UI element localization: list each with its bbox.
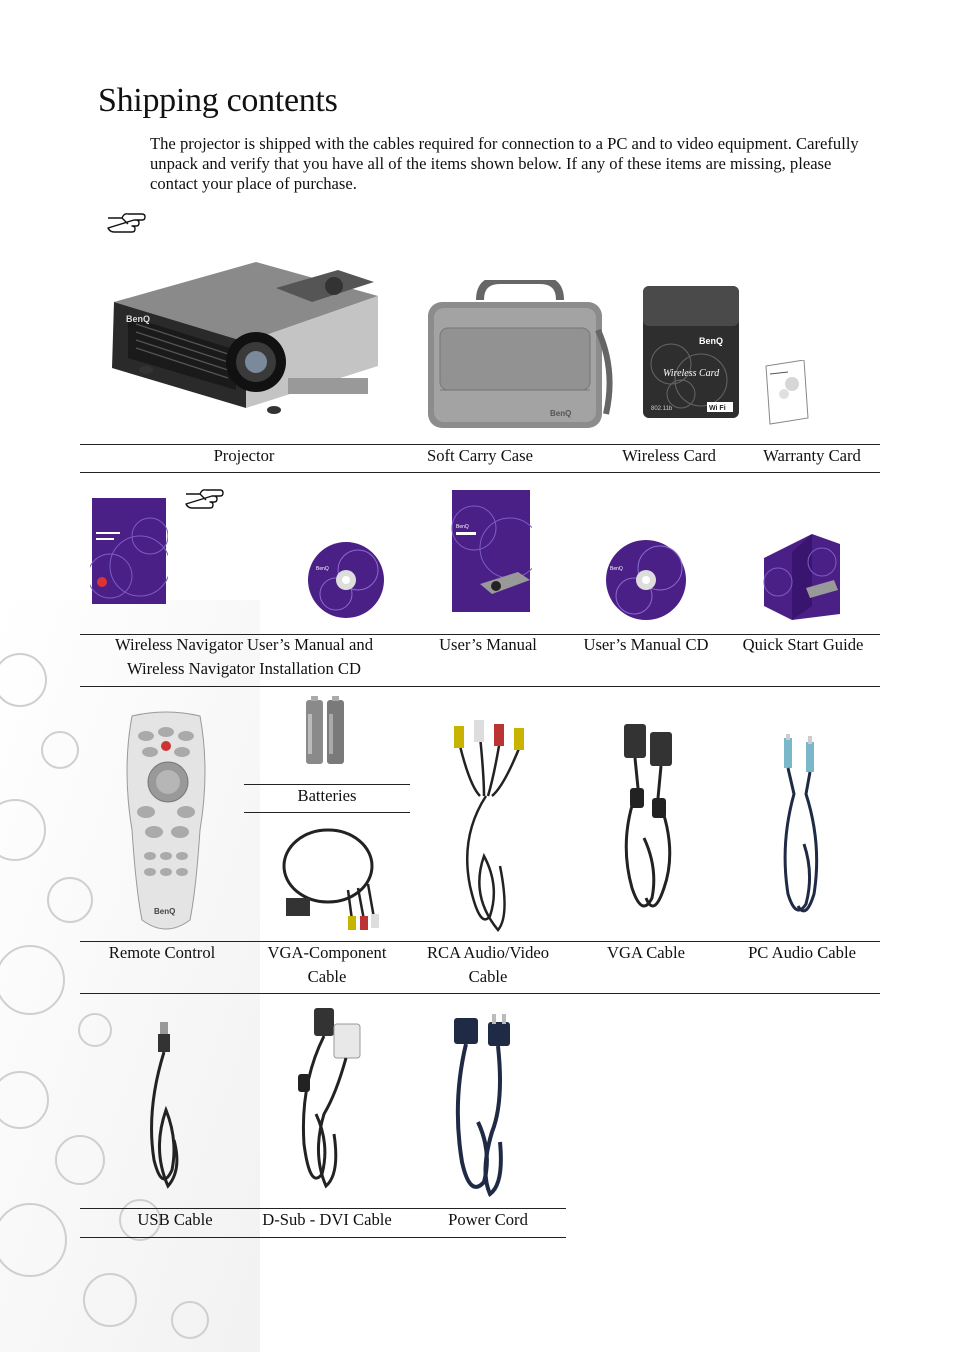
label-batteries: Batteries [297,786,357,805]
page-title: Shipping contents [98,82,338,119]
case-brand-text: BenQ [550,409,572,418]
dsub-dvi-cable-image [286,1004,366,1192]
label-rca-line2: Cable [468,967,508,986]
label-vga-component-cable [246,941,408,989]
row1-bottom-rule [80,472,880,473]
rca-audio-video-cable-image [440,716,534,938]
card-standard-text: 802.11b [651,406,673,412]
pointing-hand-icon [106,210,146,234]
pc-audio-cable-image [776,734,826,920]
batteries-bottom-rule [244,812,410,813]
navigator-cd-image [306,540,386,620]
navigator-manual-image [90,496,168,606]
label-wireless-card: Wireless Card [622,446,716,465]
card-brand-text: BenQ [699,336,724,346]
label-rca-cable [408,941,568,989]
power-cord-image [448,1012,522,1198]
projector-brand-text: BenQ [126,314,151,324]
card-title-text: Wireless Card [663,368,720,379]
intro-paragraph: The projector is shipped with the cables required for connection to a PC and to video equipment. Carefully unpack and verify that you have all of the items shown below. If any of these items are missing, please contact your place of purchase. [150,134,859,193]
row2-bottom-rule [80,686,880,687]
card-wifi-text: Wi Fi [709,405,726,412]
label-projector: Projector [213,446,275,465]
quick-start-guide-image [762,532,842,622]
vga-cable-image [618,718,678,916]
projector-image [106,258,382,424]
manual-cd-brand: BenQ [610,566,623,572]
label-vga-cable: VGA Cable [607,943,685,962]
navigator-cd-brand: BenQ [316,566,329,572]
label-warranty-card: Warranty Card [763,446,861,465]
label-navigator-manual [80,633,408,681]
row3-bottom-rule [80,993,880,994]
label-users-manual: User’s Manual [439,635,537,654]
usb-cable-image [142,1020,188,1192]
label-remote-control: Remote Control [108,943,216,962]
vga-component-cable-image [278,820,388,932]
label-quick-start-guide: Quick Start Guide [742,635,864,654]
remote-brand-text: BenQ [154,907,176,916]
label-vga-component-line2: Cable [307,967,347,986]
label-navigator-line1: Wireless Navigator User’s Manual and [115,635,373,654]
manual-brand-text: BenQ [456,524,469,530]
carry-case-image [420,280,620,432]
label-power-cord: Power Cord [448,1210,528,1229]
label-navigator-line2: Wireless Navigator Installation CD [127,659,361,678]
row4-bottom-rule [80,1237,566,1238]
batteries-image [304,694,346,768]
label-pc-audio-cable: PC Audio Cable [748,943,856,962]
label-dsub-dvi-cable: D-Sub - DVI Cable [262,1210,392,1229]
label-users-manual-cd: User’s Manual CD [583,635,709,654]
wireless-card-image [641,284,741,420]
users-manual-cd-image [604,538,688,622]
remote-control-image [120,710,212,936]
label-rca-line1: RCA Audio/Video [426,943,550,962]
label-usb-cable: USB Cable [137,1210,213,1229]
pointing-hand-icon [184,486,224,510]
label-vga-component-line1: VGA-Component [267,943,387,962]
label-soft-carry-case: Soft Carry Case [427,446,533,465]
warranty-card-image [764,360,810,426]
users-manual-image [450,488,532,614]
